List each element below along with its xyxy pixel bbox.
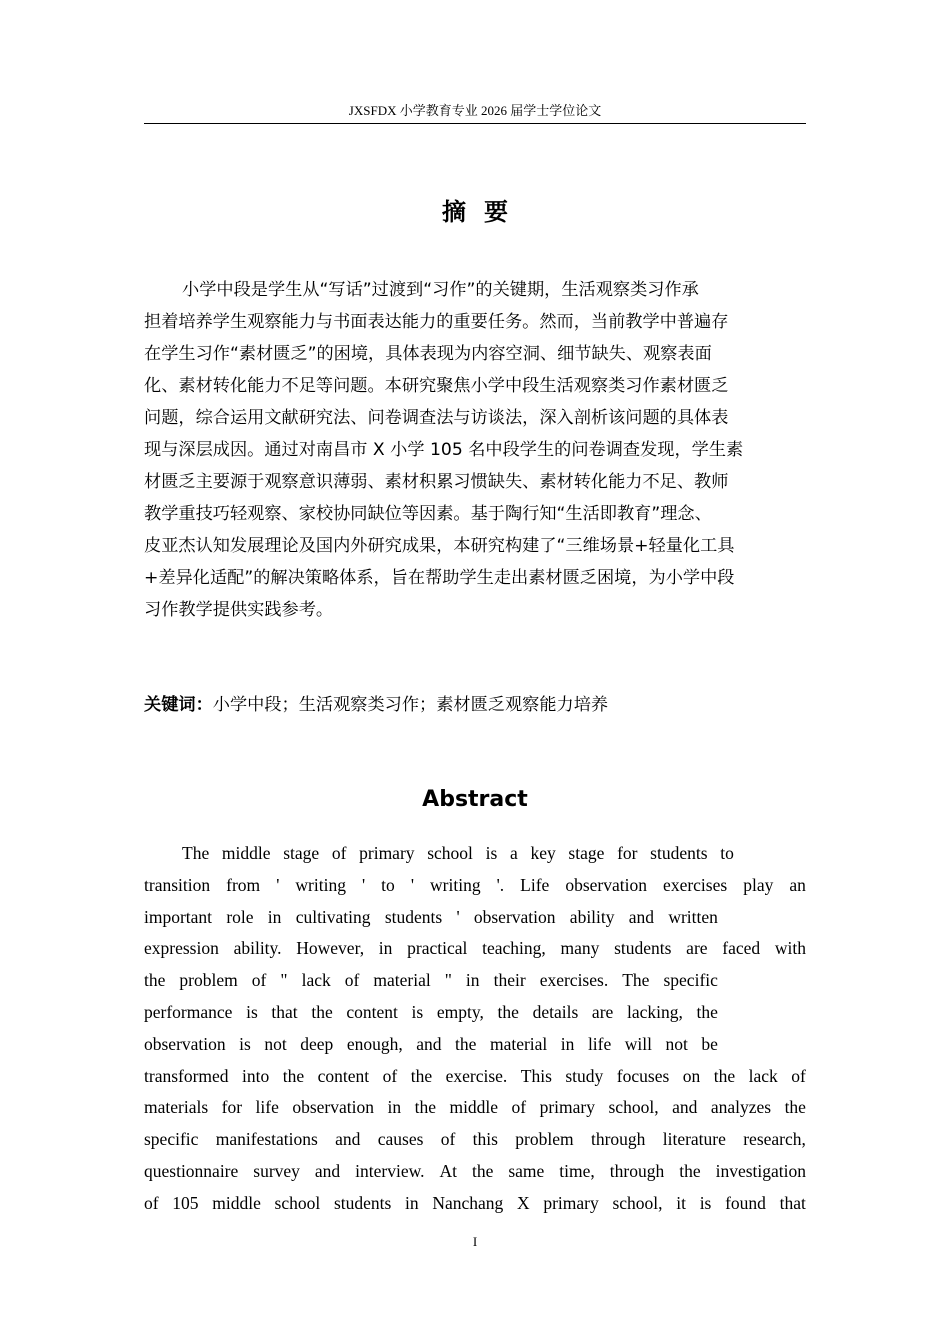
english-abstract-line: performance is that the content is empty, the details are lacking, the [144, 1001, 718, 1022]
running-header: JXSFDX 小学教育专业 2026 届学士学位论文 [348, 103, 602, 118]
english-abstract-line: the problem of " lack of material " in their exercises. The specific [144, 970, 718, 991]
english-abstract-line: specific manifestations and causes of this problem through literature research, [144, 1129, 806, 1150]
english-abstract-title: Abstract [422, 787, 528, 812]
header-rule [144, 123, 806, 124]
keywords-label: 关键词： [144, 695, 213, 715]
english-abstract-line: questionnaire survey and interview. At the same time, through the investigation [144, 1160, 806, 1181]
chinese-abstract-line: 小学中段是学生从“写话”过渡到“习作”的关键期，生活观察类习作承 [182, 280, 699, 300]
chinese-abstract-line: 问题，综合运用文献研究法、问卷调查法与访谈法，深入剖析该问题的具体表 [144, 408, 729, 428]
chinese-abstract-line: 材匮乏主要源于观察意识薄弱、素材积累习惯缺失、素材转化能力不足、教师 [144, 472, 729, 492]
chinese-abstract-line: 现与深层成因。通过对南昌市 X 小学 105 名中段学生的问卷调查发现，学生素 [144, 440, 744, 460]
english-abstract-line: of 105 middle school students in Nanchang X primary school, it is found that [144, 1192, 806, 1213]
english-abstract-line: transition from ' writing ' to ' writing '. Life observation exercises play an [144, 874, 806, 895]
chinese-abstract-line: 担着培养学生观察能力与书面表达能力的重要任务。然而，当前教学中普遍存 [144, 312, 729, 332]
english-abstract-line: materials for life observation in the middle of primary school, and analyzes the [144, 1097, 806, 1118]
chinese-abstract-line: 习作教学提供实践参考。 [144, 600, 334, 620]
chinese-abstract-line: 皮亚杰认知发展理论及国内外研究成果，本研究构建了“三维场景+轻量化工具 [144, 536, 735, 556]
english-abstract-line: transformed into the content of the exercise. This study focuses on the lack of [144, 1065, 806, 1086]
chinese-abstract-line: 在学生习作“素材匮乏”的困境，具体表现为内容空洞、细节缺失、观察表面 [144, 344, 712, 364]
page-number: I [472, 1234, 478, 1249]
english-abstract-body [144, 838, 806, 1220]
keywords-value: 小学中段；生活观察类习作；素材匮乏观察能力培养 [212, 695, 609, 715]
english-abstract-line: expression ability. However, in practical teaching, many students are faced with [144, 938, 806, 959]
chinese-abstract-line: 化、素材转化能力不足等问题。本研究聚焦小学中段生活观察类习作素材匮乏 [144, 376, 729, 396]
chinese-abstract-line: +差异化适配”的解决策略体系，旨在帮助学生走出素材匮乏困境，为小学中段 [144, 568, 735, 588]
chinese-abstract-title: 摘要 [442, 198, 526, 226]
chinese-abstract-body [144, 274, 806, 626]
english-abstract-line: observation is not deep enough, and the material in life will not be [144, 1033, 718, 1054]
keywords [144, 690, 806, 720]
chinese-abstract-line: 教学重技巧轻观察、家校协同缺位等因素。基于陶行知“生活即教育”理念、 [144, 504, 712, 524]
english-abstract-line: important role in cultivating students ' observation ability and written [144, 906, 718, 927]
english-abstract-line: The middle stage of primary school is a key stage for students to [182, 843, 734, 863]
